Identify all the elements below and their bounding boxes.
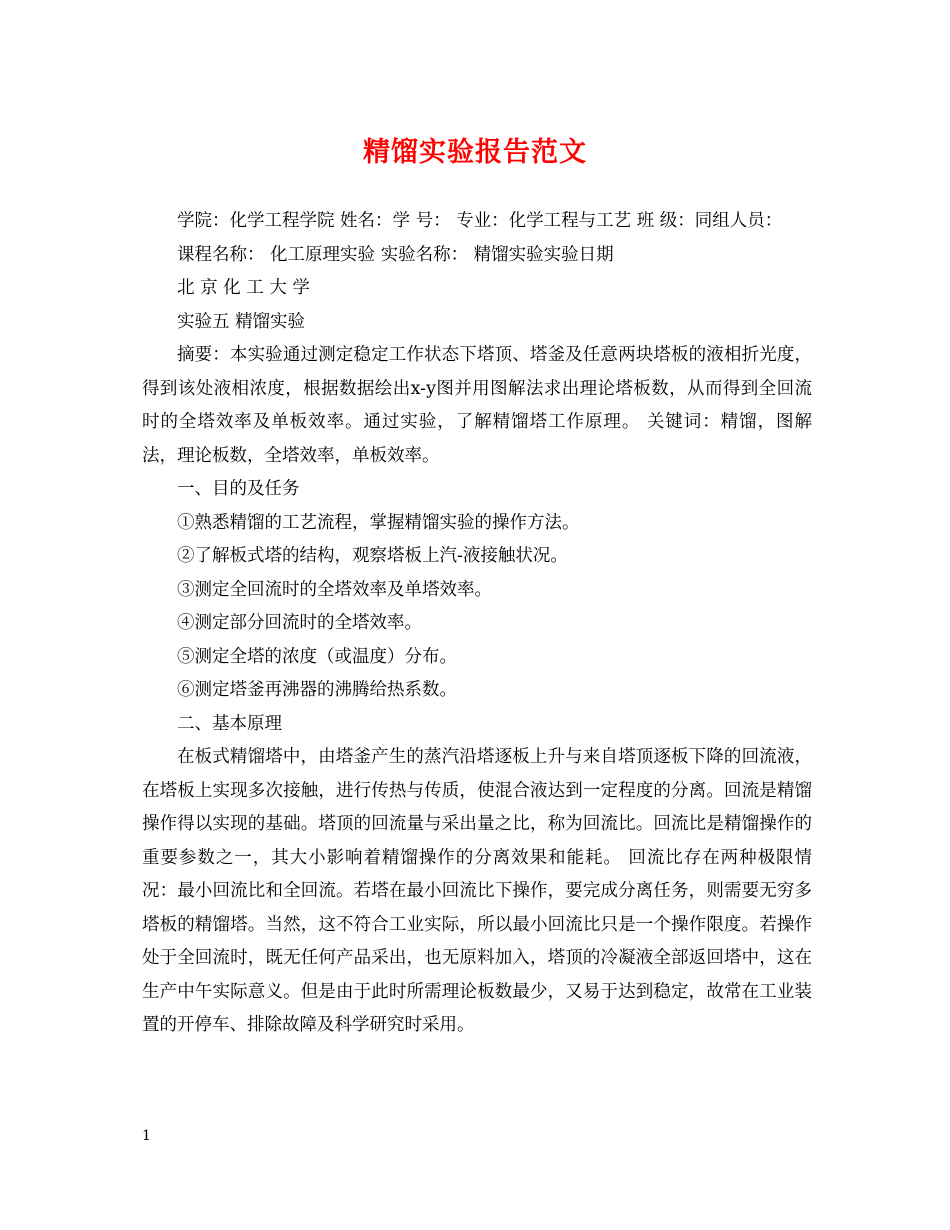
paragraph-course-info: 课程名称： 化工原理实验 实验名称： 精馏实验实验日期	[177, 244, 614, 265]
paragraph-author-info: 学院：化学工程学院 姓名：学 号： 专业：化学工程与工艺 班 级：同组人员：	[177, 211, 783, 231]
section-heading-objectives: 一、目的及任务	[177, 479, 300, 499]
objective-item-6: ⑥测定塔釜再沸器的沸腾给热系数。	[177, 680, 457, 700]
paragraph-abstract: 摘要：本实验通过测定稳定工作状态下塔顶、塔釜及任意两块塔板的液相折光度，得到该处液相浓度，根据数据绘出x-y图并用图解法求出理论塔板数，从而得到全回流时的全塔效率及单板效率。通过实验，了解精馏塔工作原理。 关键词：精馏，图解法，理论板数，全塔效率，单板效率。	[142, 345, 812, 466]
objective-item-3: ③测定全回流时的全塔效率及单塔效率。	[177, 579, 492, 600]
objective-item-2: ②了解板式塔的结构，观察塔板上汽-液接触状况。	[177, 546, 568, 566]
section-heading-principles: 二、基本原理	[177, 713, 282, 734]
paragraph-principles: 在板式精馏塔中，由塔釜产生的蒸汽沿塔逐板上升与来自塔顶逐板下降的回流液，在塔板上实现多次接触，进行传热与传质，使混合液达到一定程度的分离。回流是精馏操作得以实现的基础。塔顶的回流量与采出量之比，称为回流比。回流比是精馏操作的重要参数之一，其大小影响着精馏操作的分离效果和能耗。 回流比存在两种极限情况：最小回流比和全回流。若塔在最小回流比下操作，要完成分离任务，则需要无穷多塔板的精馏塔。当然，这不符合工业实际，所以最小回流比只是一个操作限度。若操作处于全回流时，既无任何产品采出，也无原料加入，塔顶的冷凝液全部返回塔中，这在生产中午实际意义。但是由于此时所需理论板数最少，又易于达到稳定，故常在工业装置的开停车、排除故障及科学研究时采用。	[142, 747, 812, 1035]
page-number: 1	[142, 1128, 151, 1144]
paragraph-experiment-title: 实验五 精馏实验	[177, 311, 306, 332]
objective-item-1: ①熟悉精馏的工艺流程，掌握精馏实验的操作方法。	[177, 512, 580, 533]
objective-item-5: ⑤测定全塔的浓度（或温度）分布。	[177, 646, 457, 667]
document-title: 精馏实验报告范文	[363, 137, 587, 168]
objective-item-4: ④测定部分回流时的全塔效率。	[177, 613, 422, 633]
document-body	[142, 205, 812, 1043]
paragraph-university: 北 京 化 工 大 学	[177, 278, 310, 298]
